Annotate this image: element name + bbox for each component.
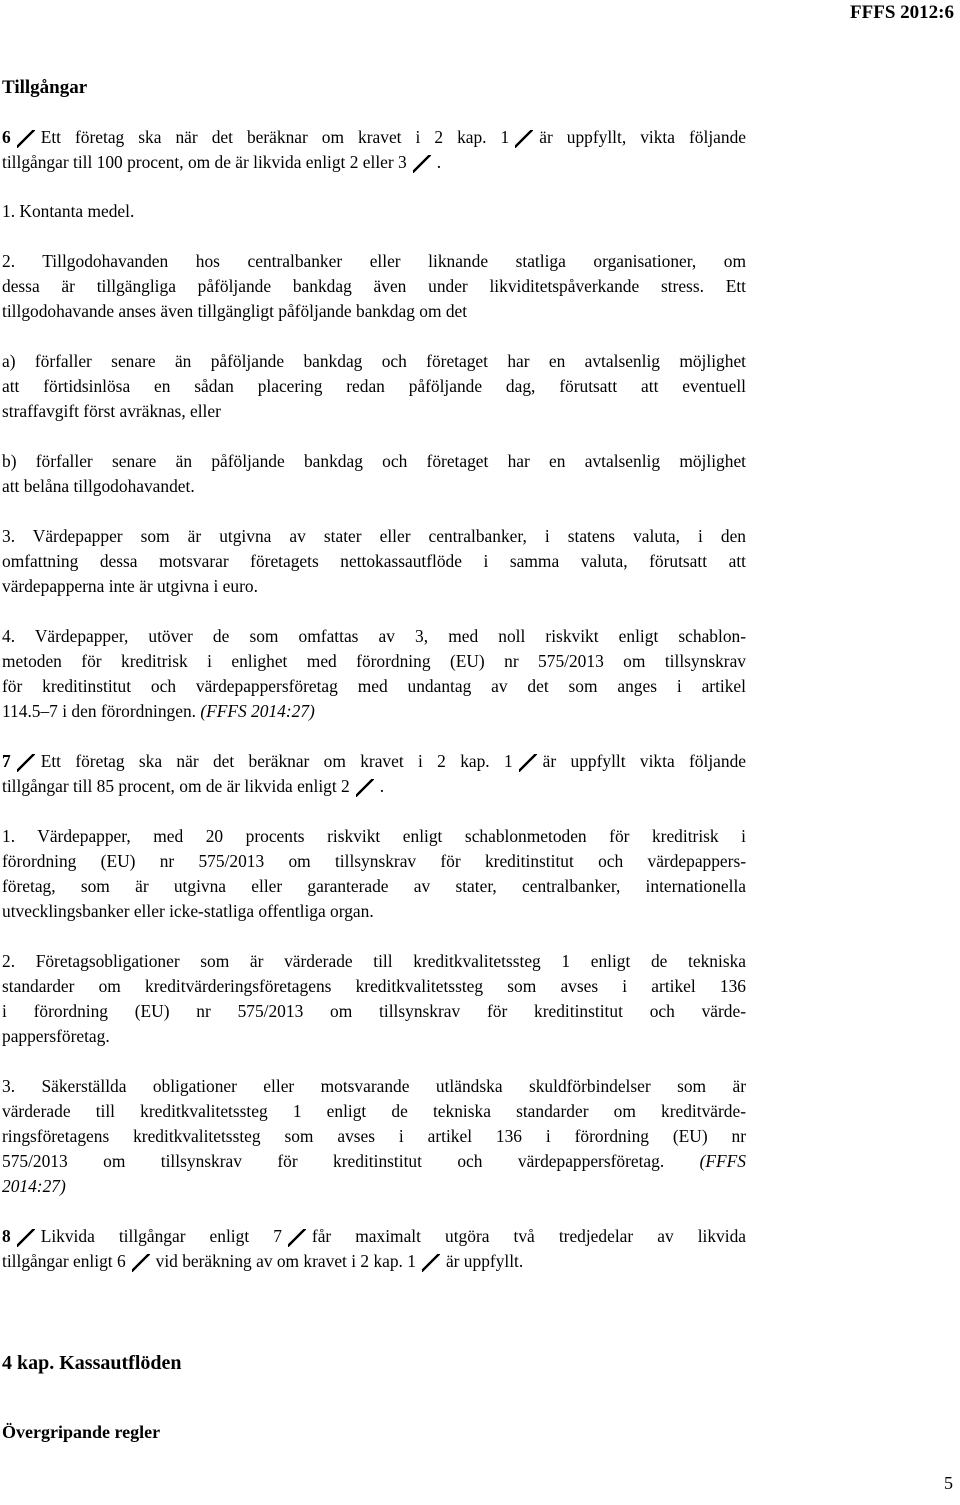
s7-item-3-line-2: värderade till kreditkvalitetssteg 1 enligt de tekniska standarder om kreditvärde- <box>2 1101 746 1121</box>
s6-item-2-line-2: dessa är tillgängliga påföljande bankdag även under likviditetspåverkande stress. Ett <box>2 276 746 296</box>
heading-overgripande-regler: Övergripande regler <box>2 1422 161 1442</box>
section-sign-icon <box>422 1254 440 1272</box>
s7-item-3-line-3: ringsföretagens kreditkvalitetssteg som avses i artikel 136 i förordning (EU) nr <box>2 1126 746 1146</box>
s6-item-4-line-3: för kreditinstitut och värdepappersföretag med undantag av det som anges i artikel <box>2 676 746 696</box>
s6-item-4-line-1: 4. Värdepapper, utöver de som omfattas av 3, med noll riskvikt enligt schablon- <box>2 626 746 646</box>
s7-item-2-line-3: i förordning (EU) nr 575/2013 om tillsynskrav för kreditinstitut och värde- <box>2 1001 746 1021</box>
page-number: 5 <box>944 1473 953 1493</box>
s6-item-3-line-3: värdepapperna inte är utgivna i euro. <box>2 576 258 596</box>
section-sign-icon <box>413 155 431 173</box>
s7-item-3-line-4: 575/2013 om tillsynskrav för kreditinstitut och värdepappersföretag. (FFFS <box>2 1151 746 1171</box>
amendment-reference: (FFFS 2014:27) <box>200 701 315 721</box>
document-code: FFFS 2012:6 <box>850 2 954 23</box>
s6-b-line-2: att belåna tillgodohavandet. <box>2 476 195 496</box>
s6-line-1: 6 Ett företag ska när det beräknar om kravet i 2 kap. 1 är uppfyllt, vikta följande <box>2 127 746 147</box>
s6-item-2-line-1: 2. Tillgodohavanden hos centralbanker eller liknande statliga organisationer, om <box>2 251 746 271</box>
s6-a-line-2: att förtidsinlösa en sådan placering redan påföljande dag, förutsatt att eventuell <box>2 376 746 396</box>
s7-item-2-line-1: 2. Företagsobligationer som är värderade till kreditkvalitetssteg 1 enligt de tekniska <box>2 951 746 971</box>
s7-item-1-line-3: företag, som är utgivna eller garanterade av stater, centralbanker, internationella <box>2 876 746 896</box>
s6-a-line-1: a) förfaller senare än påföljande bankdag och företaget har en avtalsenlig möjlighet <box>2 351 746 371</box>
s7-item-3-line-5: 2014:27) <box>2 1176 66 1196</box>
s7-item-2-line-4: pappersföretag. <box>2 1026 110 1046</box>
s7-item-1-line-1: 1. Värdepapper, med 20 procents riskvikt enligt schablonmetoden för kreditrisk i <box>2 826 746 846</box>
section-sign-icon <box>515 130 533 148</box>
s6-b-line-1: b) förfaller senare än påföljande bankdag och företaget har en avtalsenlig möjlighet <box>2 451 746 471</box>
s7-item-1-line-4: utvecklingsbanker eller icke-statliga offentliga organ. <box>2 901 374 921</box>
s7-line-1: 7 Ett företag ska när det beräknar om kravet i 2 kap. 1 är uppfyllt vikta följande <box>2 751 746 771</box>
s6-line-2: tillgångar till 100 procent, om de är likvida enligt 2 eller 3 . <box>2 152 442 172</box>
s8-line-1: 8 Likvida tillgångar enligt 7 får maximalt utgöra två tredjedelar av likvida <box>2 1226 746 1246</box>
s7-item-1-line-2: förordning (EU) nr 575/2013 om tillsynskrav för kreditinstitut och värdepappers- <box>2 851 746 871</box>
section-sign-icon <box>17 754 35 772</box>
amendment-reference: (FFFS <box>699 1151 746 1171</box>
section-sign-icon <box>17 1229 35 1247</box>
s7-line-2: tillgångar till 85 procent, om de är likvida enligt 2 . <box>2 776 385 796</box>
s6-item-4-line-4: 114.5–7 i den förordningen. (FFFS 2014:27) <box>2 701 315 721</box>
section-sign-icon <box>519 754 537 772</box>
s7-item-3-line-1: 3. Säkerställda obligationer eller motsvarande utländska skuldförbindelser som är <box>2 1076 746 1096</box>
s7-item-2-line-2: standarder om kreditvärderingsföretagens kreditkvalitetssteg som avses i artikel 136 <box>2 976 746 996</box>
s6-item-3-line-1: 3. Värdepapper som är utgivna av stater eller centralbanker, i statens valuta, i den <box>2 526 746 546</box>
heading-chapter-4: 4 kap. Kassautflöden <box>2 1352 182 1374</box>
s6-item-2-line-3: tillgodohavande anses även tillgängligt påföljande bankdag om det <box>2 301 468 321</box>
heading-tillgangar: Tillgångar <box>2 77 88 98</box>
s6-item-3-line-2: omfattning dessa motsvarar företagets nettokassautflöde i samma valuta, förutsatt att <box>2 551 746 571</box>
s6-a-line-3: straffavgift först avräknas, eller <box>2 401 221 421</box>
s6-item-4-line-2: metoden för kreditrisk i enlighet med förordning (EU) nr 575/2013 om tillsynskrav <box>2 651 746 671</box>
s8-line-2: tillgångar enligt 6 vid beräkning av om kravet i 2 kap. 1 är uppfyllt. <box>2 1251 524 1271</box>
section-sign-icon <box>132 1254 150 1272</box>
section-sign-icon <box>356 779 374 797</box>
section-sign-icon <box>288 1229 306 1247</box>
section-sign-icon <box>17 130 35 148</box>
s6-item-1: 1. Kontanta medel. <box>2 201 135 221</box>
